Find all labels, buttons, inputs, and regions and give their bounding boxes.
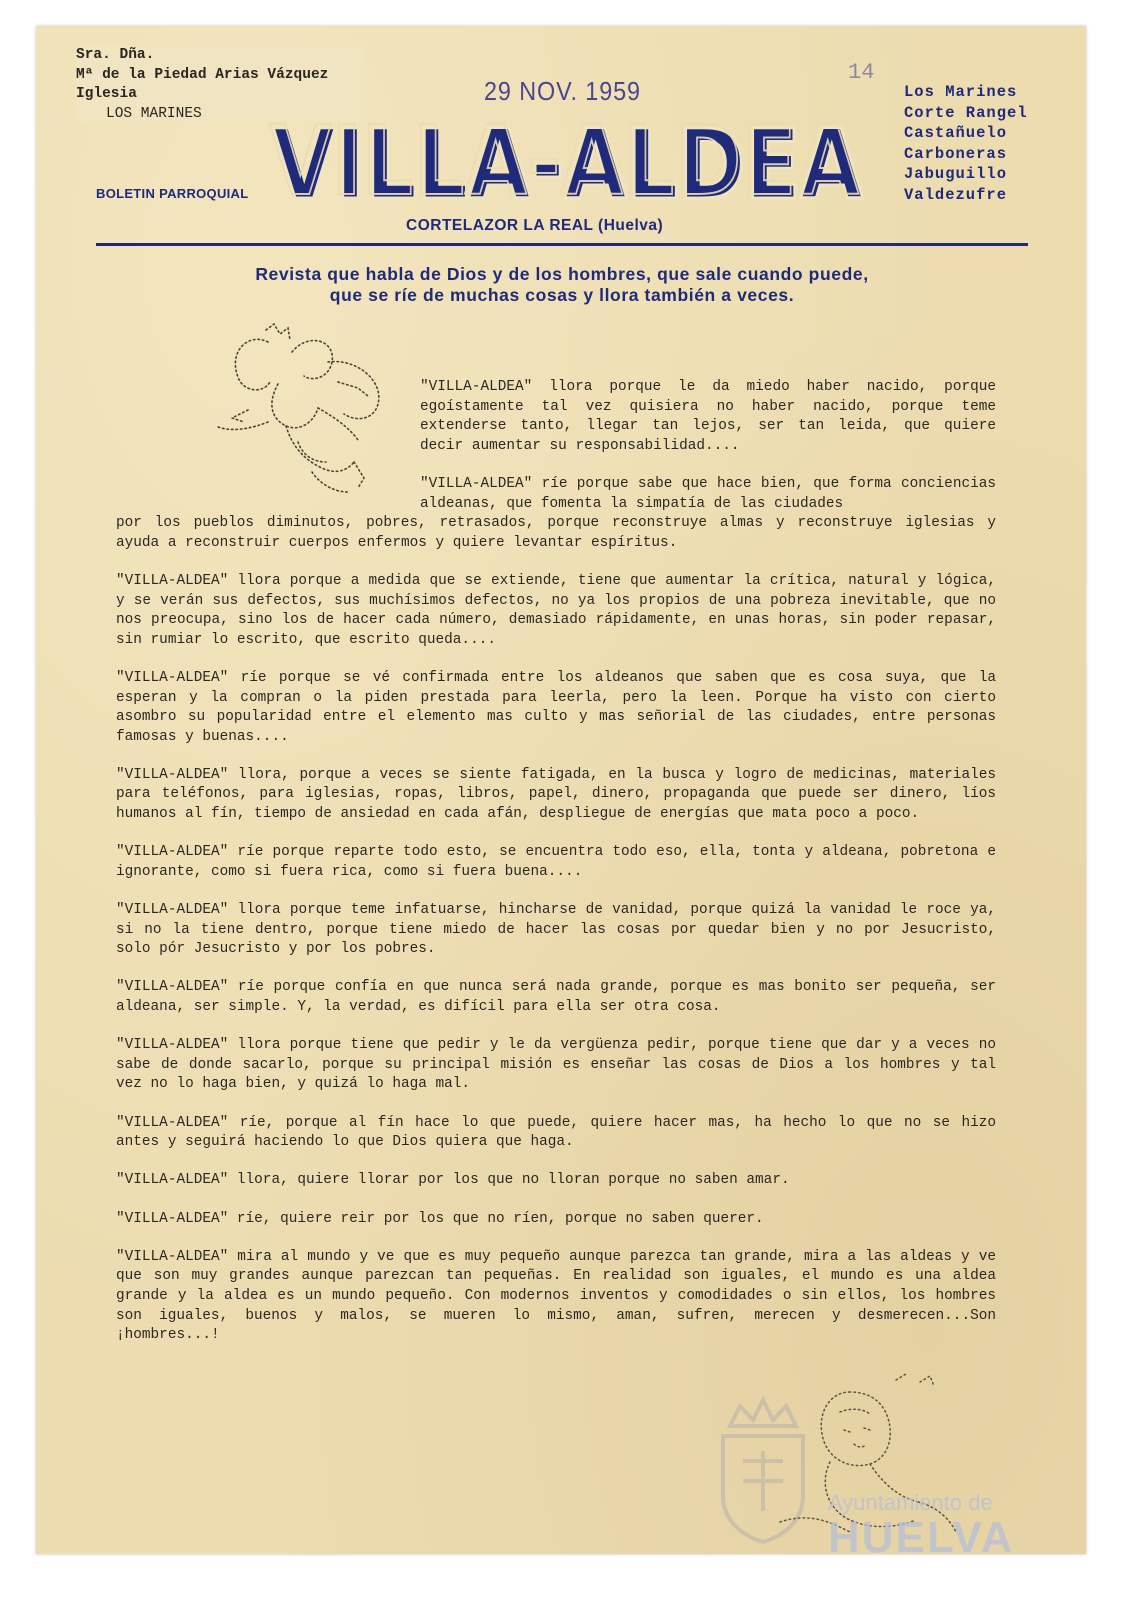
masthead-title xyxy=(268,118,868,206)
paragraph: "VILLA-ALDEA" llora, quiere llorar por los que no lloran porque no saben amar. xyxy=(116,1172,790,1189)
watermark-line-1: Ayuntamiento de xyxy=(828,1490,993,1515)
paragraph: "VILLA-ALDEA" llora porque le da miedo haber nacido, porque egoístamente tal vez quisiera no haber nacido, porque teme extenderse tanto, llegar tan lejos, ser tan leida, que quiere decir aumentar su responsabilidad.... xyxy=(420,379,996,454)
archive-watermark xyxy=(828,1490,1050,1560)
tagline-line-2: que se ríe de muchas cosas y llora también a veces. xyxy=(329,285,795,305)
masthead-title-text: VILLA-ALDEA xyxy=(273,118,863,206)
paragraph: "VILLA-ALDEA" ríe, porque al fín hace lo que puede, quiere hacer mas, ha hecho lo que no se hizo antes y seguirá haciendo lo que Dios quiera que haga. xyxy=(116,1114,996,1151)
watermark-line-2: HUELVA xyxy=(828,1513,1015,1562)
village-list xyxy=(904,82,1028,206)
paragraph: "VILLA-ALDEA" llora porque a medida que se extiende, tiene que aumentar la crítica, natural y lógica, y se verán sus defectos, sus muchísimos defectos, no ya los propios de una pobreza inevitable, que no nos preocupa, sino los de hacer cada número, demasiado rápidamente, en unas horas, sin poder repasar, sin rumiar lo escrito, que escrito queda.... xyxy=(116,572,996,648)
paragraph: "VILLA-ALDEA" ríe porque confía en que nunca será nada grande, porque es mas bonito ser pequeña, ser aldeana, ser simple. Y, la verdad, es difícil para ella ser otra cosa. xyxy=(116,979,996,1015)
date-stamp: 29 NOV. 1959 xyxy=(484,76,641,106)
paragraph: "VILLA-ALDEA" ríe porque reparte todo esto, se encuentra todo eso, ella, tonta y aldeana, pobretona e ignorante, como si fuera rica, como si fuera buena.... xyxy=(116,844,996,880)
boletin-label: BOLETIN PARROQUIAL xyxy=(96,186,249,201)
article-body xyxy=(116,378,996,1364)
paragraph: "VILLA-ALDEA" mira al mundo y ve que es muy pequeño aunque parezca tan grande, mira a las aldeas y ve que son muy grandes aunque parezcan tan pequeñas. En realidad son iguales, el mundo es una aldea grande y la aldea es un mundo pequeño. Con modernos inventos y comodidades o sin ellos, los hombres son iguales, buenos y malos, se mueren lo mismo, aman, sufren, merecen y desmerecen...Son ¡hombres...! xyxy=(116,1248,996,1344)
address-line-1: Sra. Dña. xyxy=(76,47,155,63)
tagline xyxy=(96,264,1028,306)
masthead-subtitle: CORTELAZOR LA REAL (Huelva) xyxy=(406,217,664,234)
masthead-title-inline: VILLA-ALDEA xyxy=(269,118,859,206)
paragraph: "VILLA-ALDEA" ríe porque se vé confirmada entre los aldeanos que saben que es cosa suya, que la esperan y la compran o la piden prestada para leerla, pero la leen. Porque ha visto con cierto asombro su popularidad entre el elemento mas culto y mas señorial de las ciudades, entre personas famosas y buenas.... xyxy=(116,669,996,745)
village-item: Los Marines xyxy=(904,83,1018,101)
city-seal-watermark xyxy=(708,1396,818,1546)
village-item: Corte Rangel xyxy=(904,103,1028,122)
paragraph: por los pueblos diminutos, pobres, retrasados, porque reconstruye almas y reconstruye iglesias y ayuda a reconstruir cuerpos enfermos y quiere levantar espíritus. xyxy=(116,515,996,551)
page-number: 14 xyxy=(848,60,875,85)
paragraph: "VILLA-ALDEA" llora porque teme infatuarse, hincharse de vanidad, porque quizá la vanidad le roce ya, si no la tiene dentro, porque tiene miedo de hacer las cosas por quedar bien y no por Jesucristo, solo pór Jesucristo y por los pobres. xyxy=(116,902,996,958)
paragraph: "VILLA-ALDEA" ríe, quiere reir por los que no ríen, porque no saben querer. xyxy=(116,1210,764,1227)
village-item: Valdezufre xyxy=(904,185,1008,204)
village-item: Jabuguillo xyxy=(904,165,1008,184)
paragraph: "VILLA-ALDEA" ríe porque sabe que hace bien, que forma conciencias aldeanas, que fomenta la simpatía de las ciudades xyxy=(420,475,996,512)
village-item: Castañuelo xyxy=(904,124,1008,143)
address-label xyxy=(76,46,366,122)
header-rule xyxy=(96,243,1028,246)
address-line-3: Iglesia xyxy=(76,86,137,102)
address-line-2: Mª de la Piedad Arias Vázquez xyxy=(76,66,329,83)
village-item: Carboneras xyxy=(904,144,1008,163)
paragraph: "VILLA-ALDEA" llora, porque a veces se siente fatigada, en la busca y logro de medicinas, materiales para teléfonos, para iglesias, ropas, libros, papel, dinero, propaganda que puede ser dinero, líos humanos al fín, tiempo de ansiedad en cada afán, despliegue de energías que mata poco a poco. xyxy=(116,766,996,823)
paragraph: "VILLA-ALDEA" llora porque tiene que pedir y le da vergüenza pedir, porque tiene que dar y a veces no sabe de donde sacarlo, porque su principal misión es enseñar las cosas de Dios a los hombres y tal vez no lo haga bien, y quizá lo haga mal. xyxy=(116,1037,996,1093)
address-line-4: LOS MARINES xyxy=(106,105,202,122)
tagline-line-1: Revista que habla de Dios y de los hombres, que sale cuando puede, xyxy=(255,264,869,284)
